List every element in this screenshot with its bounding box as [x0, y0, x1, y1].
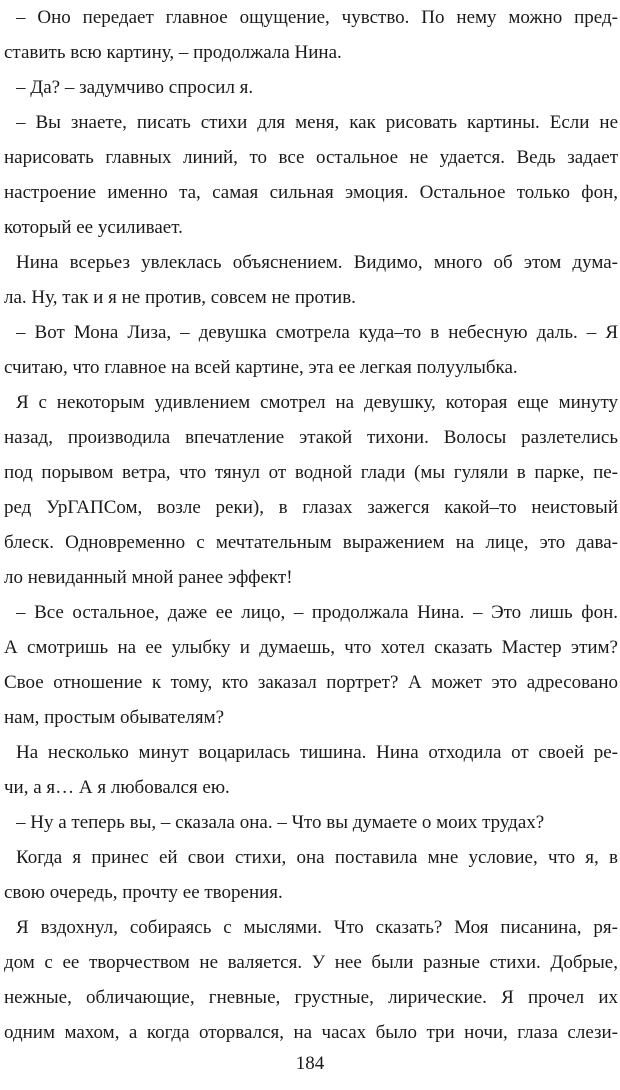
text-line: ло невиданный мной ранее эффект!	[4, 567, 293, 588]
text-line: Я вздохнул, собираясь с мыслями. Что сказать? Моя писанина, ря-	[16, 917, 618, 938]
text-line: А смотришь на ее улыбку и думаешь, что хотел сказать Мастер этим?	[4, 637, 618, 658]
text-line: нам, простым обывателям?	[4, 707, 225, 728]
text-line: – Да? – задумчиво спросил я.	[16, 77, 254, 98]
text-line: нежные, обличающие, гневные, грустные, лирические. Я прочел их	[4, 987, 618, 1008]
text-line: одним махом, а когда оторвался, на часах было три ночи, глаза слези-	[4, 1022, 618, 1043]
text-line: ла. Ну, так и я не против, совсем не против.	[4, 287, 356, 308]
text-line: настроение именно та, самая сильная эмоция. Остальное только фон,	[4, 182, 618, 203]
text-line: ставить всю картину, – продолжала Нина.	[4, 42, 342, 63]
text-line: Я с некоторым удивлением смотрел на девушку, которая еще минуту	[16, 392, 618, 413]
text-line: нарисовать главных линий, то все остальное не удается. Ведь задает	[4, 147, 618, 168]
text-line: – Все остальное, даже ее лицо, – продолжала Нина. – Это лишь фон.	[16, 602, 618, 623]
text-line: который ее усиливает.	[4, 217, 183, 238]
text-line: – Ну а теперь вы, – сказала она. – Что вы думаете о моих трудах?	[16, 812, 545, 833]
text-line: Свое отношение к тому, кто заказал портрет? А может это адресовано	[4, 672, 618, 693]
text-line: – Вот Мона Лиза, – девушка смотрела куда–то в небесную даль. – Я	[16, 322, 618, 343]
text-line: блеск. Одновременно с мечтательным выражением на лице, это дава-	[4, 532, 618, 553]
text-line: чи, а я… А я любовался ею.	[4, 777, 230, 798]
text-line: Нина всерьез увлеклась объяснением. Видимо, много об этом дума-	[16, 252, 618, 273]
text-line: свою очередь, прочту ее творения.	[4, 882, 283, 903]
text-line: – Оно передает главное ощущение, чувство. По нему можно пред-	[16, 7, 618, 28]
text-line: дом с ее творчеством не валяется. У нее были разные стихи. Добрые,	[4, 952, 618, 973]
text-line: назад, производила впечатление этакой тихони. Волосы разлетелись	[4, 427, 618, 448]
page-number: 184	[295, 1053, 325, 1074]
text-line: Когда я принес ей свои стихи, она поставила мне условие, что я, в	[16, 847, 618, 868]
text-line: считаю, что главное на всей картине, эта ее легкая полуулыбка.	[4, 357, 518, 378]
text-line: ред УрГАПСом, возле реки), в глазах зажегся какой–то неистовый	[4, 497, 618, 518]
text-line: – Вы знаете, писать стихи для меня, как рисовать картины. Если не	[16, 112, 618, 133]
text-line: под порывом ветра, что тянул от водной глади (мы гуляли в парке, пе-	[4, 462, 618, 483]
text-line: На несколько минут воцарилась тишина. Нина отходила от своей ре-	[16, 742, 618, 763]
